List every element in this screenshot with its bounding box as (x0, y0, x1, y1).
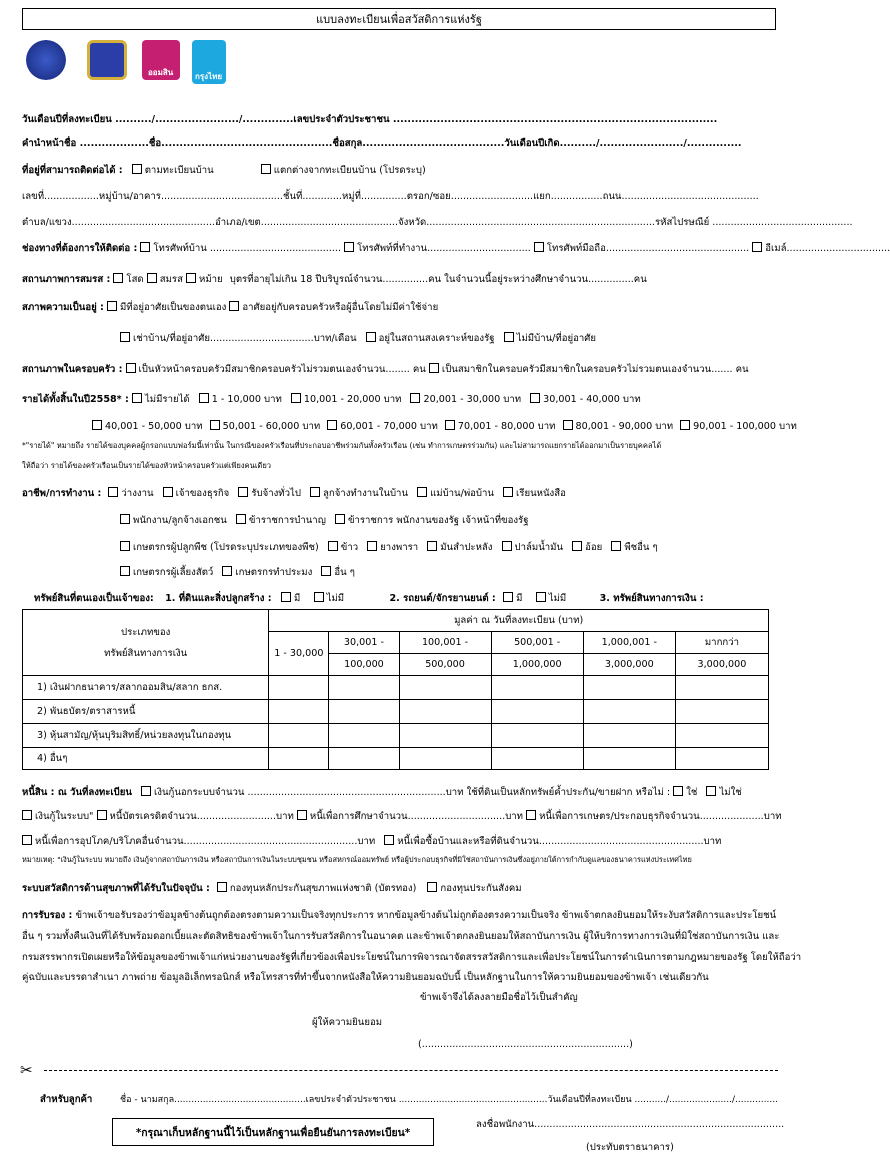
table-row (23, 748, 769, 770)
checkbox-rent[interactable] (120, 332, 130, 342)
address-opt-different: แตกต่างจากทะเบียนบ้าน (โปรดระบุ) (273, 165, 426, 176)
checkbox-collateral-no[interactable] (706, 786, 716, 796)
housing-label: สภาพความเป็นอยู่ : (22, 302, 104, 313)
occupation-row-3 (120, 540, 658, 555)
krungthai-logo-text: กรุงไทย (195, 72, 223, 81)
table-cell[interactable] (675, 724, 768, 748)
baac-logo (87, 40, 127, 80)
debt-label: หนี้สิน : ณ วันที่ลงทะเบียน (22, 787, 132, 798)
checkbox-occ[interactable] (120, 514, 130, 524)
checkbox-formal-loan[interactable] (22, 810, 32, 820)
marital-row (22, 272, 647, 287)
table-cell[interactable] (583, 748, 675, 770)
housing-none: ไม่มีบ้าน/ที่อยู่อาศัย (516, 333, 596, 344)
checkbox-occ[interactable] (503, 487, 513, 497)
registration-date-row[interactable]: วันเดือนปีที่ลงทะเบียน ........../......................./..............เลขประจำตัวประชาชน ......................................................................................... (22, 114, 718, 125)
checkbox-car-yes[interactable] (503, 592, 513, 602)
occ-opt: มันสำปะหลัง (440, 542, 493, 553)
consenter-label: ผู้ให้ความยินยอม (312, 1017, 383, 1028)
occ-opt: เกษตรกรผู้เลี้ยงสัตว์ (133, 567, 214, 578)
address-line-2[interactable]: ตำบล/แขวง...............................................อำเภอ/เขต.............................................จังหวัด...........................................................................รหัสไปรษณีย์ .............................................. (22, 217, 853, 228)
staff-signature[interactable]: ลงชื่อพนักงาน.................................................................................. (476, 1119, 785, 1130)
table-cell[interactable] (399, 700, 491, 724)
checkbox-farm-loan[interactable] (526, 810, 536, 820)
table-cell[interactable] (329, 748, 399, 770)
occupation-row-2 (120, 513, 529, 528)
income-opt: 70,001 - 80,000 บาท (457, 421, 556, 432)
income-opt: 90,001 - 100,000 บาท (693, 421, 797, 432)
range-header: 100,001 - (399, 632, 491, 654)
sign-statement: ข้าพเจ้าจึงได้ลงลายมือชื่อไว้เป็นสำคัญ (420, 992, 578, 1003)
checkbox-informal-loan[interactable] (141, 786, 151, 796)
debt-row-3 (22, 834, 721, 849)
cut-line (44, 1070, 778, 1071)
checkbox-welfare-home[interactable] (366, 332, 376, 342)
certify-text: ข้าพเจ้าขอรับรองว่าข้อมูลข้างต้นถูกต้องตรงตามความเป็นจริงทุกประการ หากข้อมูลข้างต้นไม่ถูกต้องตรงความเป็นจริง ข้าพเจ้าตกลงยินยอมให้ระงับสวัสดิการและประโยชน์ (75, 910, 777, 921)
checkbox-own-home[interactable] (107, 301, 117, 311)
checkbox-work-phone[interactable] (344, 242, 354, 252)
income-opt: 80,001 - 90,000 บาท (575, 421, 674, 432)
housing-family: อาศัยอยู่กับครอบครัวหรือผู้อื่นโดยไม่มีค่าใช้จ่าย (242, 302, 439, 313)
occupation-row-4 (120, 565, 355, 580)
checkbox-occ[interactable] (502, 541, 512, 551)
yes-label: มี (293, 593, 301, 604)
certify-line-1 (22, 908, 776, 923)
checkbox-income-10[interactable] (680, 420, 690, 430)
range-header: มากกว่า (675, 632, 768, 654)
checkbox-email[interactable] (752, 242, 762, 252)
checkbox-occ[interactable] (367, 541, 377, 551)
debt-no: ไม่ใช่ (719, 787, 742, 798)
signature-field[interactable]: (....................................................................) (418, 1039, 633, 1050)
debt-farm: หนี้เพื่อการเกษตร/ประกอบธุรกิจจำนวน.....................บาท (539, 811, 782, 822)
debt-consumer: หนี้เพื่อการอุปโภค/บริโภคอื่นจำนวน.........................................................บาท (35, 836, 376, 847)
occ-opt: ปาล์มน้ำมัน (514, 542, 564, 553)
occ-opt: ยางพารา (380, 542, 419, 553)
health-social-security: กองทุนประกันสังคม (440, 883, 522, 894)
checkbox-consumer-loan[interactable] (22, 835, 32, 845)
checkbox-occ[interactable] (222, 566, 232, 576)
table-cell[interactable] (399, 676, 491, 700)
assets-car-label: 2. รถยนต์/จักรยานยนต์ : (389, 593, 496, 604)
contact-row (22, 241, 890, 256)
no-label: ไม่มี (548, 593, 567, 604)
address-options-row (22, 163, 426, 178)
name-row[interactable]: คำนำหน้าชื่อ ...................ชื่อ...............................................ชื่อสกุล.......................................วันเดือนปีเกิด........../......................./............... (22, 138, 742, 149)
table-cell[interactable] (269, 724, 329, 748)
no-label: ไม่มี (326, 593, 345, 604)
checkbox-occ[interactable] (236, 514, 246, 524)
certify-label: การรับรอง : (22, 910, 73, 921)
checkbox-divorced[interactable] (186, 273, 196, 283)
checkbox-homeless[interactable] (504, 332, 514, 342)
marital-children[interactable]: บุตรที่อายุไม่เกิน 18 ปีบริบูรณ์จำนวน...............คน ในจำนวนนี้อยู่ระหว่างศึกษาจำนวน...............คน (229, 274, 647, 285)
checkbox-income-4[interactable] (530, 393, 540, 403)
occ-opt: อ้อย (585, 542, 603, 553)
certify-line-4: คู่ฉบับและบรรดาสำเนา ภาพถ่าย ข้อมูลอิเล็กทรอนิกส์ หรือโทรสารที่ทำขึ้นจากหนังสือให้ความยินยอมฉบับนี้ เป็นหลักฐานในการให้ความยินยอมของข้าพเจ้า เช่นเดียวกัน (22, 972, 709, 983)
checkbox-occ[interactable] (163, 487, 173, 497)
assets-label: ทรัพย์สินที่ตนเองเป็นเจ้าของ: (34, 593, 154, 604)
checkbox-occ[interactable] (611, 541, 621, 551)
occ-opt: พนักงาน/ลูกจ้างเอกชน (133, 515, 227, 526)
income-opt: 20,001 - 30,000 บาท (423, 394, 522, 405)
checkbox-income-3[interactable] (410, 393, 420, 403)
assets-row (34, 591, 704, 606)
family-head: เป็นหัวหน้าครอบครัวมีสมาชิกครอบครัวไม่รวมตนเองจำนวน........ คน (138, 364, 426, 375)
occ-opt: เรียนหนังสือ (516, 488, 566, 499)
contact-home: โทรศัพท์บ้าน ........................................... (153, 243, 341, 254)
checkbox-occ[interactable] (238, 487, 248, 497)
table-cell[interactable] (675, 748, 768, 770)
range-header-sub: 1,000,000 (491, 654, 583, 676)
table-cell[interactable] (583, 700, 675, 724)
income-opt: 30,001 - 40,000 บาท (543, 394, 641, 405)
occ-opt: รับจ้างทั่วไป (251, 488, 301, 499)
occ-opt: เกษตรกรทำประมง (235, 567, 313, 578)
range-header-sub: 100,000 (329, 654, 399, 676)
table-cell[interactable] (269, 700, 329, 724)
health-label: ระบบสวัสดิการด้านสุขภาพที่ได้รับในปัจจุบัน : (22, 883, 210, 894)
assets-land-label: 1. ที่ดินและสิ่งปลูกสร้าง : (165, 593, 272, 604)
checkbox-occ[interactable] (427, 541, 437, 551)
row-label: 1) เงินฝากธนาคาร/สลากออมสิน/สลาก ธกส. (23, 676, 269, 700)
marital-single: โสด (126, 274, 144, 285)
checkbox-income-7[interactable] (327, 420, 337, 430)
checkbox-collateral-yes[interactable] (673, 786, 683, 796)
checkbox-address-different[interactable] (261, 164, 271, 174)
income-opt: 50,001 - 60,000 บาท (222, 421, 321, 432)
checkbox-home-loan[interactable] (384, 835, 394, 845)
occ-opt: ลูกจ้างทำงานในบ้าน (323, 488, 408, 499)
keep-receipt-note: *กรุณาเก็บหลักฐานนี้ไว้เป็นหลักฐานเพื่อยืนยันการลงทะเบียน* (112, 1118, 434, 1146)
row-label: 2) พันธบัตร/ตราสารหนี้ (23, 700, 269, 724)
stub-fields[interactable]: ชื่อ - นามสกุล..............................................เลขประจำตัวประชาชน ....................................................วันเดือนปีที่ลงทะเบียน .........../....................../............... (120, 1095, 778, 1105)
checkbox-occ[interactable] (120, 541, 130, 551)
family-member: เป็นสมาชิกในครอบครัวมีสมาชิกในครอบครัวไม่รวมตนเองจำนวน....... คน (441, 364, 749, 375)
range-header-sub: 3,000,000 (583, 654, 675, 676)
occ-opt: ข้าว (340, 542, 359, 553)
occ-opt: พืชอื่น ๆ (624, 542, 658, 553)
row-label: 3) หุ้นสามัญ/หุ้นบุริมสิทธิ์/หน่วยลงทุนในกองทุน (23, 724, 269, 748)
stub-label: สำหรับลูกค้า (40, 1094, 93, 1105)
checkbox-social-security[interactable] (427, 882, 437, 892)
marital-married: สมรส (159, 274, 183, 285)
type-header: ประเภทของ ทรัพย์สินทางการเงิน (23, 610, 269, 676)
table-cell[interactable] (491, 700, 583, 724)
family-label: สถานภาพในครอบครัว : (22, 364, 123, 375)
yes-label: มี (516, 593, 523, 604)
checkbox-single[interactable] (113, 273, 123, 283)
range-header-sub: 500,000 (399, 654, 491, 676)
contact-label: ช่องทางที่ต้องการให้ติดต่อ : (22, 243, 138, 254)
krungthai-logo (192, 40, 226, 84)
health-row (22, 881, 522, 896)
housing-welfare: อยู่ในสถานสงเคราะห์ของรัฐ (378, 333, 495, 344)
health-gold-card: กองทุนหลักประกันสุขภาพแห่งชาติ (บัตรทอง) (229, 883, 417, 894)
ministry-of-finance-logo (26, 40, 66, 80)
occ-opt: แม่บ้าน/พ่อบ้าน (430, 488, 494, 499)
table-cell[interactable] (491, 724, 583, 748)
housing-rent: เช่าบ้าน/ที่อยู่อาศัย..................................บาท/เดือน (133, 333, 357, 344)
occupation-row-1 (22, 486, 566, 501)
housing-row-2 (120, 331, 596, 346)
debt-credit: หนี้บัตรเครดิตจำนวน..........................บาท (109, 811, 294, 822)
checkbox-address-registered[interactable] (132, 164, 142, 174)
checkbox-land-no[interactable] (314, 592, 324, 602)
checkbox-income-5[interactable] (92, 420, 102, 430)
checkbox-occ[interactable] (328, 541, 338, 551)
checkbox-land-yes[interactable] (281, 592, 291, 602)
debt-informal: เงินกู้นอกระบบจำนวน .................................................................บาท ใช้ที่ดินเป็นหลักทรัพย์ค้ำประกัน/ขายฝาก หรือไม่ : (153, 787, 671, 798)
checkbox-occ[interactable] (335, 514, 345, 524)
table-cell[interactable] (269, 748, 329, 770)
address-line-1[interactable]: เลขที่..................หมู่บ้าน/อาคาร........................................ชั้นที่.............หมู่ที่...............ตรอก/ซอย...........................แยก.................ถนน............................................. (22, 191, 759, 202)
checkbox-occ[interactable] (572, 541, 582, 551)
income-note-1: *"รายได้" หมายถึง รายได้ของบุคคลผู้กรอกแบบฟอร์มนี้เท่านั้น ในกรณีของครัวเรือนที่ประกอบอาชีพร่วมกันทั้งครัวเรือน (เช่น ทำการเกษตรร่วมกัน) และไม่สามารถแยกรายได้ออกมาเป็นรายบุคคลได้ (22, 441, 662, 450)
range-header: 500,001 - (491, 632, 583, 654)
occ-opt: ว่างงาน (121, 488, 154, 499)
checkbox-mobile-phone[interactable] (534, 242, 544, 252)
debt-row-2 (22, 809, 782, 824)
table-cell[interactable] (269, 676, 329, 700)
checkbox-education-loan[interactable] (297, 810, 307, 820)
table-cell[interactable] (399, 748, 491, 770)
checkbox-income-1[interactable] (199, 393, 209, 403)
certify-line-3: กรมสรรพากรเปิดเผยหรือให้ข้อมูลของข้าพเจ้าแก่หน่วยงานของรัฐที่เกี่ยวข้องเพื่อประโยชน์ในการพิจารณาจัดสรรสวัสดิการและเพื่อประโยชน์ในการดำเนินการตามกฎหมายของรัฐ โดยให้ถือว่า (22, 952, 802, 963)
assets-financial-label: 3. ทรัพย์สินทางการเงิน : (599, 593, 704, 604)
checkbox-income-9[interactable] (563, 420, 573, 430)
table-cell[interactable] (583, 676, 675, 700)
family-status-row (22, 362, 749, 377)
occ-opt: ข้าราชการ พนักงานของรัฐ เจ้าหน้าที่ของรัฐ (347, 515, 529, 526)
gsb-logo (142, 40, 180, 80)
debt-home: หนี้เพื่อซื้อบ้านและหรือที่ดินจำนวน......................................................บาท (397, 836, 722, 847)
debt-formal: เงินกู้ในระบบ" (35, 811, 94, 822)
certify-line-2: อื่น ๆ รวมทั้งคืนเงินที่ได้รับพร้อมดอกเบี้ยและตัดสิทธิของข้าพเจ้าในการรับสวัสดิการในอนาคต และข้าพเจ้าตกลงยินยอมให้สถาบันการเงิน ผู้ให้บริการทางการเงินที่มิใช่สถาบันการเงิน และ (22, 931, 780, 942)
range-header: 1 - 30,000 (269, 632, 329, 676)
checkbox-car-no[interactable] (536, 592, 546, 602)
table-cell[interactable] (399, 724, 491, 748)
income-label: รายได้ทั้งสิ้นในปี2558* : (22, 394, 129, 405)
checkbox-home-phone[interactable] (140, 242, 150, 252)
checkbox-family-member[interactable] (429, 363, 439, 373)
checkbox-income-6[interactable] (210, 420, 220, 430)
income-row-2 (92, 419, 797, 434)
housing-own: มีที่อยู่อาศัยเป็นของตนเอง (119, 302, 227, 313)
table-row (23, 676, 769, 700)
contact-email: อีเมล์.................................. (765, 243, 890, 254)
income-opt: ไม่มีรายได้ (144, 394, 190, 405)
checkbox-occ[interactable] (108, 487, 118, 497)
table-cell[interactable] (675, 676, 768, 700)
bank-stamp-label: (ประทับตราธนาคาร) (586, 1142, 674, 1153)
table-cell[interactable] (329, 724, 399, 748)
checkbox-head-of-family[interactable] (126, 363, 136, 373)
financial-assets-table (22, 609, 769, 770)
debt-row-1 (22, 785, 742, 800)
row-label: 4) อื่นๆ (23, 748, 269, 770)
table-cell[interactable] (675, 700, 768, 724)
table-row (23, 700, 769, 724)
table-cell[interactable] (491, 676, 583, 700)
income-opt: 40,001 - 50,000 บาท (105, 421, 203, 432)
checkbox-gold-card[interactable] (217, 882, 227, 892)
checkbox-income-2[interactable] (291, 393, 301, 403)
range-header: 1,000,001 - (583, 632, 675, 654)
income-opt: 1 - 10,000 บาท (211, 394, 282, 405)
checkbox-occ[interactable] (120, 566, 130, 576)
income-opt: 60,001 - 70,000 บาท (340, 421, 438, 432)
income-opt: 10,001 - 20,000 บาท (303, 394, 402, 405)
occ-opt: เจ้าของธุรกิจ (175, 488, 230, 499)
address-opt-registered: ตามทะเบียนบ้าน (144, 165, 214, 176)
contact-work: โทรศัพท์ที่ทำงาน.................................. (357, 243, 531, 254)
debt-education: หนี้เพื่อการศึกษาจำนวน................................บาท (309, 811, 523, 822)
occupation-label: อาชีพ/การทำงาน : (22, 488, 102, 499)
table-cell[interactable] (491, 748, 583, 770)
checkbox-married[interactable] (147, 273, 157, 283)
scissors-icon: ✂ (20, 1061, 33, 1079)
income-note-2: ให้ถือว่า รายได้ของครัวเรือนเป็นรายได้ของหัวหน้าครอบครัวแต่เพียงคนเดียว (22, 461, 272, 470)
checkbox-occ[interactable] (417, 487, 427, 497)
table-row (23, 724, 769, 748)
occ-opt: อื่น ๆ (334, 567, 355, 578)
marital-divorced: หม้าย (199, 274, 223, 285)
income-row-1 (22, 392, 641, 407)
range-header: 30,001 - (329, 632, 399, 654)
table-cell[interactable] (329, 676, 399, 700)
marital-label: สถานภาพการสมรส : (22, 274, 111, 285)
range-header-sub: 3,000,000 (675, 654, 768, 676)
debt-yes: ใช่ (686, 787, 698, 798)
occ-opt: เกษตรกรผู้ปลูกพืช (โปรดระบุประเภทของพืช) (133, 542, 319, 553)
table-cell[interactable] (583, 724, 675, 748)
value-header: มูลค่า ณ วันที่ลงทะเบียน (บาท) (269, 610, 769, 632)
checkbox-occ[interactable] (321, 566, 331, 576)
checkbox-live-with-family[interactable] (229, 301, 239, 311)
address-label: ที่อยู่ที่สามารถติดต่อได้ : (22, 165, 123, 176)
checkbox-income-0[interactable] (132, 393, 142, 403)
gsb-logo-text: ออมสิน (148, 68, 174, 77)
checkbox-occ[interactable] (310, 487, 320, 497)
table-cell[interactable] (329, 700, 399, 724)
checkbox-income-8[interactable] (445, 420, 455, 430)
debt-note: หมายเหตุ: "เงินกู้ในระบบ หมายถึง เงินกู้จากสถาบันการเงิน หรือสถาบันการเงินในระบบชุมชน หรือสหกรณ์ออมทรัพย์ หรือผู้ประกอบธุรกิจที่มิใช่สถาบันการเงินซึ่งอยู่ภายใต้การกำกับดูแลของธนาคารแห่งประเทศไทย (22, 855, 692, 864)
contact-mobile: โทรศัพท์มือถือ............................................... (546, 243, 750, 254)
housing-row-1 (22, 300, 438, 315)
checkbox-credit-card[interactable] (97, 810, 107, 820)
form-title: แบบลงทะเบียนเพื่อสวัสดิการแห่งรัฐ (22, 8, 776, 30)
occ-opt: ข้าราชการบำนาญ (248, 515, 326, 526)
